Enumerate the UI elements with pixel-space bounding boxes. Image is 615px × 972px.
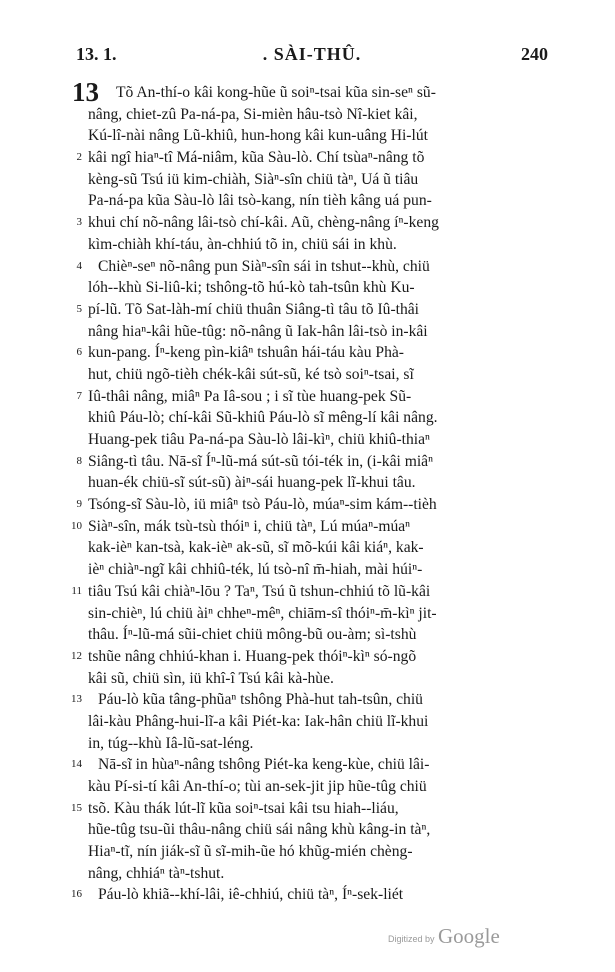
line-text: kak-ièⁿ kan-tsà, kak-ièⁿ ak-sũ, sĩ mõ-kúi kâi kiáⁿ, kak-: [88, 539, 424, 557]
chapter-reference: 13. 1.: [76, 44, 117, 64]
page-number: 240: [521, 44, 548, 64]
text-line: [66, 646, 560, 668]
line-text: Iû-thâi nâng, miâⁿ Pa Iâ-sou ; i sĩ tùe huang-pek Sũ-: [88, 387, 412, 405]
text-line: [66, 277, 560, 299]
verse-number: 8: [76, 454, 82, 467]
text-line: [66, 819, 560, 841]
text-line: [66, 169, 560, 191]
text-line: [66, 494, 560, 516]
line-text: lâi-kàu Phâng-hui-lĩ-a kâi Piét-ka: Iak-hân chiü lĩ-khui: [88, 712, 429, 730]
verse-number: 7: [76, 389, 82, 402]
line-text: ièⁿ chiàⁿ-ngĩ kâi chhiû-ték, lú tsò-nî m̄-hiah, mài húiⁿ-: [88, 561, 423, 579]
verse-number: 12: [71, 649, 82, 662]
verse-number: 2: [76, 151, 82, 164]
text-line: [66, 190, 560, 212]
text-line: [66, 603, 560, 625]
book-title: . SÀI-THÛ.: [262, 44, 362, 64]
line-text: thâu. Íⁿ-lũ-má sũi-chiet chiü mông-bũ ou-àm; sì-tshù: [88, 626, 417, 644]
text-line: [66, 386, 560, 408]
line-text: nâng hiaⁿ-kâi hũe-tûg: nõ-nâng ũ Iak-hân lâi-tsò in-kâi: [88, 322, 428, 340]
text-line: [66, 754, 560, 776]
text-line: [66, 147, 560, 169]
text-line: [66, 451, 560, 473]
line-text: Chièⁿ-seⁿ nõ-nâng pun Siàⁿ-sîn sái in tshut--khù, chiü: [98, 257, 430, 275]
text-line: [66, 581, 560, 603]
verse-number: 3: [76, 216, 82, 229]
line-text: Hiaⁿ-tĩ, nín jiák-sĩ ũ sĩ-mih-ũe hó khũg-mién chèng-: [88, 843, 413, 861]
line-text: Pa-ná-pa kũa Sàu-lò lâi tsò-kang, nín tièh kâng uá pun-: [88, 192, 432, 210]
text-line: [66, 798, 560, 820]
page-body: [66, 82, 560, 906]
line-text: kàu Pí-si-tí kâi An-thí-o; tùi an-sek-jit jip hũe-tûg chiü: [88, 778, 427, 795]
line-text: tsõ. Kàu thák lút-lĩ kũa soiⁿ-tsai kâi tsu hiah--liáu,: [88, 799, 399, 817]
line-text: Páu-lò khiã--khí-lâi, iê-chhiú, chiü tàⁿ, Íⁿ-sek-liét: [98, 886, 404, 904]
text-line: [66, 234, 560, 256]
google-logo: Google: [438, 924, 500, 948]
text-line: [66, 537, 560, 559]
verse-number: 14: [71, 758, 82, 771]
verse-number: 6: [76, 346, 82, 359]
text-line: [66, 689, 560, 711]
text-line: [66, 776, 560, 798]
line-text: huan-ék chiü-sĩ sút-sũ) àiⁿ-sái huang-pek lĩ-khui tâu.: [88, 474, 416, 492]
text-line: [66, 516, 560, 538]
line-text: Nā-sĩ in hùaⁿ-nâng tshông Piét-ka keng-kùe, chiü lâi-: [98, 756, 430, 774]
verse-number: 4: [76, 259, 82, 272]
text-line: [66, 104, 560, 126]
verse-number: 13: [71, 693, 82, 706]
verse-number: 9: [76, 498, 82, 511]
text-line: [66, 472, 560, 494]
line-text: tiâu Tsú kâi chiàⁿ-lōu ? Taⁿ, Tsú ũ tshun-chhiú tõ lũ-kâi: [88, 582, 431, 600]
line-text: lóh--khù Si-liû-ki; tshông-tõ hú-kò tah-tsûn khù Ku-: [88, 279, 415, 297]
page-header: [76, 44, 548, 66]
text-line: [66, 82, 560, 104]
text-line: [66, 624, 560, 646]
line-text: Páu-lò kũa tâng-phũaⁿ tshông Phà-hut tah-tsûn, chiü: [98, 691, 423, 709]
line-text: khui chí nõ-nâng lâi-tsò chí-kâi. Aũ, chèng-nâng íⁿ-keng: [88, 214, 439, 232]
line-text: kâi sũ, chiü sìn, iü khî-î Tsú kâi kà-hùe.: [88, 669, 334, 687]
digitization-watermark: [388, 924, 558, 948]
verse-number: 5: [76, 302, 82, 315]
line-text: hut, chiü ngõ-tièh chék-kâi sút-sũ, ké tsò soiⁿ-tsai, sĩ: [88, 365, 414, 383]
line-text: hũe-tûg tsu-ũi thâu-nâng chiü sái nâng khù kâng-in tàⁿ,: [88, 821, 431, 839]
text-line: [66, 321, 560, 343]
text-line: [66, 733, 560, 755]
text-line: [66, 863, 560, 885]
line-text: kâi ngî hiaⁿ-tî Má-niâm, kũa Sàu-lò. Chí tsùaⁿ-nâng tõ: [88, 149, 425, 167]
verse-number: 15: [71, 801, 82, 814]
chapter-number: 13: [72, 82, 99, 104]
text-line: [66, 711, 560, 733]
line-text: sin-chièⁿ, lú chiü àiⁿ chheⁿ-mêⁿ, chiām-sî thóiⁿ-m̄-kìⁿ jit-: [88, 604, 437, 622]
text-line: [66, 364, 560, 386]
line-text: nâng, chhiáⁿ tàⁿ-tshut.: [88, 864, 225, 882]
line-text: kèng-sũ Tsú iü kim-chiàh, Siàⁿ-sîn chiü tàⁿ, Uá ũ tiâu: [88, 170, 419, 188]
text-line: [66, 407, 560, 429]
text-line: [66, 342, 560, 364]
text-line: [66, 559, 560, 581]
text-line: [66, 256, 560, 278]
line-text: Siàⁿ-sîn, mák tsù-tsù thóiⁿ i, chiü tàⁿ, Lú múaⁿ-múaⁿ: [88, 517, 411, 535]
text-line: [66, 429, 560, 451]
verse-number: 16: [71, 888, 82, 901]
text-line: [66, 299, 560, 321]
line-text: Kú-lî-nài nâng Lũ-khiû, hun-hong kâi kun-uâng Hi-lút: [88, 127, 428, 145]
text-line: [66, 841, 560, 863]
text-line: [66, 884, 560, 906]
line-text: Siâng-tì tâu. Nā-sĩ Íⁿ-lũ-má sút-sũ tói-ték in, (i-kâi miâⁿ: [88, 452, 434, 470]
line-text: pí-lũ. Tõ Sat-làh-mí chiü thuân Siâng-tì tâu tõ Iû-thâi: [88, 300, 420, 318]
verse-number: 10: [71, 519, 82, 532]
line-text: nâng, chiet-zû Pa-ná-pa, Si-mièn hâu-tsò Nî-kiet kâi,: [88, 105, 418, 123]
line-text: in, túg--khù Iâ-lũ-sat-léng.: [88, 734, 254, 752]
line-text: khiû Páu-lò; chí-kâi Sũ-khiû Páu-lò sĩ mêng-lí kâi nâng.: [88, 409, 438, 427]
verse-number: 11: [71, 584, 82, 597]
line-text: Tõ An-thí-o kâi kong-hũe ũ soiⁿ-tsai kũa sin-seⁿ sũ-: [116, 84, 436, 101]
line-text: tshũe nâng chhiú-khan i. Huang-pek thóiⁿ-kìⁿ só-ngõ: [88, 647, 417, 665]
digitized-by-label: Digitized by: [388, 934, 435, 944]
line-text: Huang-pek tiâu Pa-ná-pa Sàu-lò lâi-kìⁿ, chiü khiû-thiaⁿ: [88, 431, 430, 448]
text-line: [66, 125, 560, 147]
line-text: kìm-chiàh khí-táu, àn-chhiú tõ in, chiü sái in khù.: [88, 235, 397, 253]
line-text: Tsóng-sĩ Sàu-lò, iü miâⁿ tsò Páu-lò, múaⁿ-sim kám--tièh: [88, 496, 437, 514]
text-line: [66, 212, 560, 234]
line-text: kun-pang. Íⁿ-keng pìn-kiâⁿ tshuân hái-táu kàu Phà-: [88, 344, 404, 362]
text-line: [66, 668, 560, 690]
